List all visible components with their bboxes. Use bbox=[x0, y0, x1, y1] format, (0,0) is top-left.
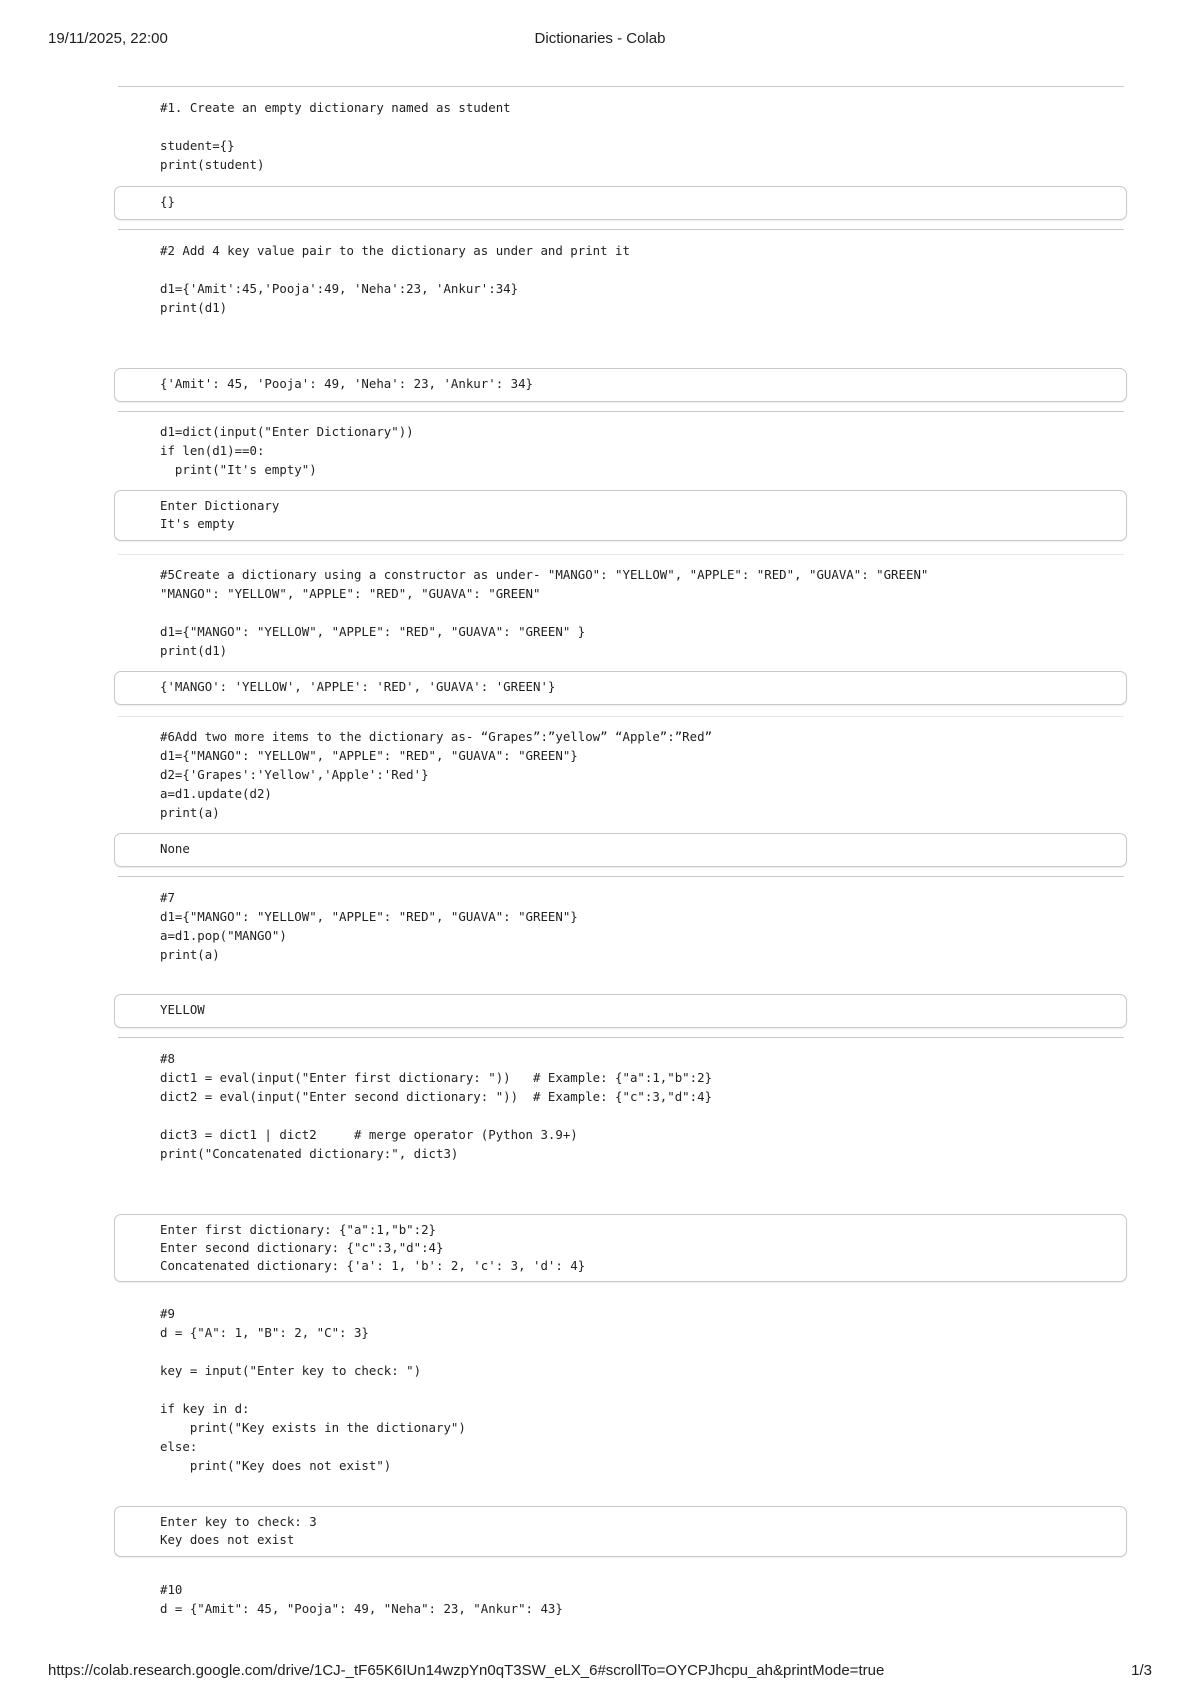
code-cell-3[interactable]: d1=dict(input("Enter Dictionary")) if len(d1)==0: print("It's empty") bbox=[160, 424, 414, 477]
output-cell-6 bbox=[114, 994, 1127, 1028]
output-cell-8 bbox=[114, 1506, 1127, 1557]
code-cell-2[interactable]: #2 Add 4 key value pair to the dictionary as under and print it d1={'Amit':45,'Pooja':49, 'Neha':23, 'Ankur':34} print(d1) bbox=[160, 243, 630, 315]
cell-divider bbox=[118, 554, 1124, 555]
cell-divider bbox=[118, 86, 1124, 87]
page-title: Dictionaries - Colab bbox=[534, 30, 666, 47]
output-text-4: {'MANGO': 'YELLOW', 'APPLE': 'RED', 'GUAVA': 'GREEN'} bbox=[160, 679, 556, 694]
cell-divider bbox=[118, 411, 1124, 412]
output-cell-5 bbox=[114, 833, 1127, 867]
output-cell-7 bbox=[114, 1214, 1127, 1282]
code-cell-9[interactable]: #10 d = {"Amit": 45, "Pooja": 49, "Neha": 23, "Ankur": 43} bbox=[160, 1582, 563, 1616]
output-cell-4 bbox=[114, 671, 1127, 705]
cell-divider bbox=[118, 1037, 1124, 1038]
code-cell-8[interactable]: #9 d = {"A": 1, "B": 2, "C": 3} key = input("Enter key to check: ") if key in d: print("Key exists in the dictionary") else: print("Key does not exist") bbox=[160, 1306, 466, 1473]
code-cell-6[interactable]: #7 d1={"MANGO": "YELLOW", "APPLE": "RED", "GUAVA": "GREEN"} a=d1.pop("MANGO") print(a) bbox=[160, 890, 578, 962]
output-text-8: Enter key to check: 3 Key does not exist bbox=[160, 1514, 317, 1547]
output-text-7: Enter first dictionary: {"a":1,"b":2} Enter second dictionary: {"c":3,"d":4} Concatenated dictionary: {'a': 1, 'b': 2, 'c': 3, 'd': 4} bbox=[160, 1222, 586, 1273]
print-header bbox=[0, 30, 1200, 52]
cell-divider bbox=[118, 716, 1124, 717]
print-datetime: 19/11/2025, 22:00 bbox=[48, 30, 168, 47]
output-text-5: None bbox=[160, 841, 190, 856]
output-text-1: {} bbox=[160, 194, 175, 209]
code-cell-1[interactable]: #1. Create an empty dictionary named as student student={} print(student) bbox=[160, 100, 511, 172]
cell-divider bbox=[118, 229, 1124, 230]
page-number: 1/3 bbox=[1131, 1662, 1152, 1679]
output-text-6: YELLOW bbox=[160, 1002, 205, 1017]
output-cell-3 bbox=[114, 490, 1127, 541]
cell-divider bbox=[118, 876, 1124, 877]
output-text-3: Enter Dictionary It's empty bbox=[160, 498, 280, 531]
print-url: https://colab.research.google.com/drive/1CJ-_tF65K6IUn14wzpYn0qT3SW_eLX_6#scrollTo=OYCPJhcpu_ah&printMode=true bbox=[48, 1662, 885, 1679]
output-cell-2 bbox=[114, 368, 1127, 402]
code-cell-5[interactable]: #6Add two more items to the dictionary as- “Grapes”:”yellow” “Apple”:”Red” d1={"MANGO": "YELLOW", "APPLE": "RED", "GUAVA": "GREEN"} d2={'Grapes':'Yellow','Apple':'Red'} a=d1.update(d2) print(a) bbox=[160, 729, 713, 820]
print-footer bbox=[0, 1662, 1200, 1684]
output-cell-1 bbox=[114, 186, 1127, 220]
output-text-2: {'Amit': 45, 'Pooja': 49, 'Neha': 23, 'Ankur': 34} bbox=[160, 376, 533, 391]
code-cell-7[interactable]: #8 dict1 = eval(input("Enter first dictionary: ")) # Example: {"a":1,"b":2} dict2 = eval(input("Enter second dictionary: ")) # Example: {"c":3,"d":4} dict3 = dict1 | dict2 # merge operator (Python 3.9+) print("Concatenated dictionary:", dict3) bbox=[160, 1051, 713, 1161]
code-cell-4[interactable]: #5Create a dictionary using a constructor as under- "MANGO": "YELLOW", "APPLE": "RED", "GUAVA": "GREEN" "MANGO": "YELLOW", "APPLE": "RED", "GUAVA": "GREEN" d1={"MANGO": "YELLOW", "APPLE": "RED", "GUAVA": "GREEN" } print(d1) bbox=[160, 567, 929, 658]
